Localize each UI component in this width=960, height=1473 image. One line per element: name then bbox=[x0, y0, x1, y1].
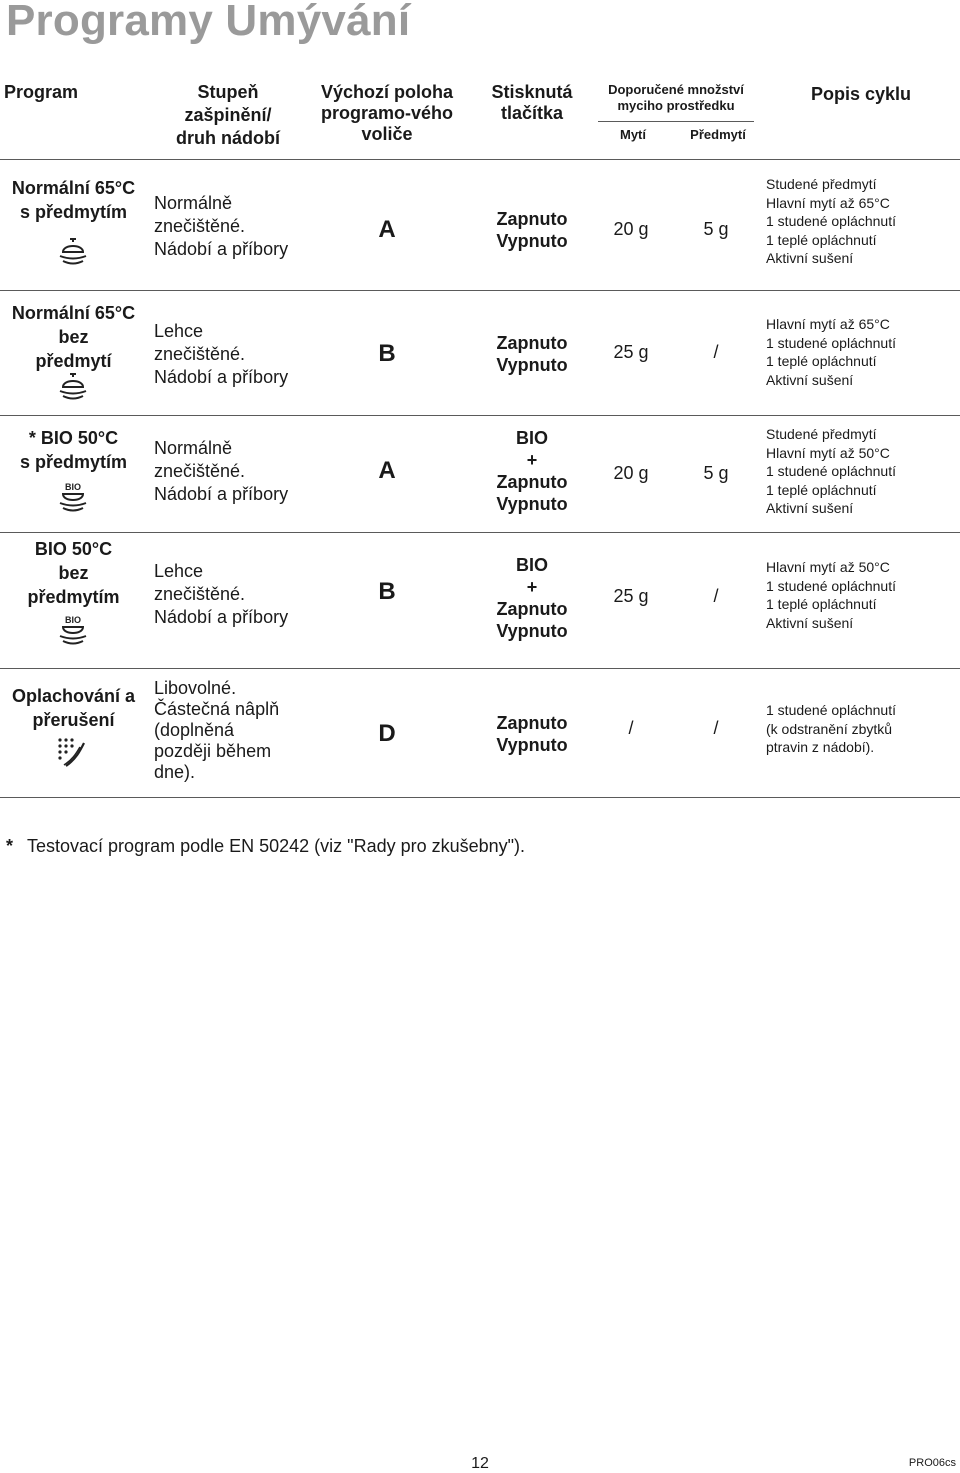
document-code: PRO06cs bbox=[908, 1457, 956, 1469]
bio-cup-icon bbox=[56, 480, 90, 514]
header-prewash: Předmytí bbox=[690, 127, 746, 142]
header-detergent: Doporučené množství myciho prostředku bbox=[608, 82, 744, 113]
cycle-description: Studené předmytí Hlavní mytí až 50°C 1 studené opláchnutí 1 teplé opláchnutí Aktivní sušení bbox=[766, 426, 896, 516]
wash-detergent: 20 g bbox=[613, 219, 649, 239]
wash-detergent: 20 g bbox=[613, 463, 649, 483]
table-row bbox=[0, 416, 960, 532]
cycle-description: 1 studené opláchnutí (k odstranění zbytků ptravin z nádobí). bbox=[766, 702, 896, 755]
soil-level: Normálně znečištěné. Nádobí a příbory bbox=[154, 438, 289, 504]
program-name: Normální 65°C bez předmytí bbox=[11, 303, 136, 371]
prewash-detergent: 5 g bbox=[703, 463, 729, 483]
selector-position: D bbox=[378, 720, 396, 747]
pressed-buttons: Zapnuto Vypnuto bbox=[496, 713, 568, 755]
header-soil: Stupeň zašpinění/ druh nádobí bbox=[176, 82, 280, 148]
header-description: Popis cyklu bbox=[810, 84, 912, 104]
table-row bbox=[0, 533, 960, 668]
footnote-text: Testovací program podle EN 50242 (viz "Rady pro zkušebny"). bbox=[27, 836, 526, 856]
prewash-detergent: 5 g bbox=[703, 219, 729, 239]
soil-level: Normálně znečištěné. Nádobí a příbory bbox=[154, 193, 289, 259]
svg-text:BIO: BIO bbox=[64, 482, 82, 492]
pot-icon bbox=[56, 369, 90, 403]
selector-position: A bbox=[378, 457, 396, 484]
table-row bbox=[0, 291, 960, 415]
cycle-description: Studené předmytí Hlavní mytí až 65°C 1 studené opláchnutí 1 teplé opláchnutí Aktivní sušení bbox=[766, 176, 896, 266]
program-name: * BIO 50°C s předmytím bbox=[19, 428, 128, 472]
divider bbox=[0, 797, 960, 798]
header-program: Program bbox=[4, 82, 79, 102]
soil-level: Lehce znečištěné. Nádobí a příbory bbox=[154, 561, 289, 627]
rinse-drops-icon bbox=[54, 735, 88, 769]
page-number: 12 bbox=[471, 1455, 489, 1472]
footnote bbox=[6, 836, 525, 857]
prewash-detergent: / bbox=[713, 342, 719, 362]
pressed-buttons: Zapnuto Vypnuto bbox=[496, 209, 568, 251]
soil-level: Lehce znečištěné. Nádobí a příbory bbox=[154, 321, 289, 387]
cycle-description: Hlavní mytí až 65°C 1 studené opláchnutí 1 teplé opláchnutí Aktivní sušení bbox=[766, 316, 896, 388]
header-subdivider bbox=[598, 121, 754, 122]
selector-position: B bbox=[378, 340, 396, 367]
header-wash: Mytí bbox=[620, 127, 646, 142]
prewash-detergent: / bbox=[713, 586, 719, 606]
wash-detergent: 25 g bbox=[613, 586, 649, 606]
header-selector: Výchozí poloha programo-vého voliče bbox=[320, 82, 453, 144]
pressed-buttons: BIO + Zapnuto Vypnuto bbox=[496, 555, 568, 641]
program-name: Oplachování a přerušení bbox=[11, 686, 136, 730]
footnote-marker: * bbox=[6, 836, 14, 856]
table-row bbox=[0, 669, 960, 797]
selector-position: B bbox=[378, 578, 396, 605]
svg-text:BIO: BIO bbox=[64, 615, 82, 625]
wash-detergent: / bbox=[628, 718, 634, 738]
pressed-buttons: Zapnuto Vypnuto bbox=[496, 333, 568, 375]
header-buttons: Stisknutá tlačítka bbox=[491, 82, 573, 123]
pot-icon bbox=[56, 234, 90, 268]
bio-cup-icon bbox=[56, 613, 90, 647]
page-title: Programy Umývání bbox=[6, 0, 411, 45]
wash-detergent: 25 g bbox=[613, 342, 649, 362]
program-name: BIO 50°C bez předmytím bbox=[27, 539, 120, 607]
pressed-buttons: BIO + Zapnuto Vypnuto bbox=[496, 428, 568, 514]
prewash-detergent: / bbox=[713, 718, 719, 738]
program-name: Normální 65°C s předmytím bbox=[11, 178, 136, 222]
selector-position: A bbox=[378, 216, 396, 243]
cycle-description: Hlavní mytí až 50°C 1 studené opláchnutí 1 teplé opláchnutí Aktivní sušení bbox=[766, 559, 896, 631]
soil-level: Libovolné. Částečná nâplň (doplněná později během dne). bbox=[154, 678, 280, 782]
table-row bbox=[0, 160, 960, 290]
